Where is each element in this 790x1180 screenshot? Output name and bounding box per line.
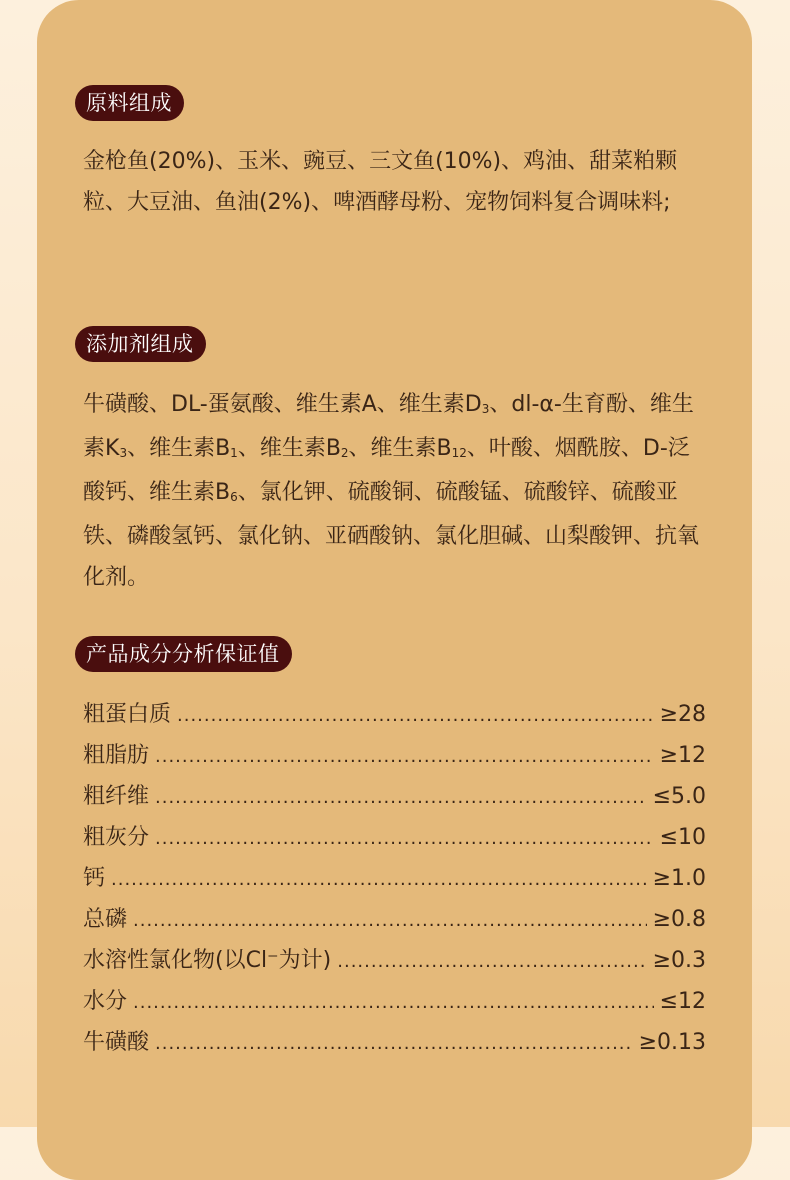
leader-dots — [155, 818, 654, 859]
analysis-row — [83, 940, 706, 981]
ingredients-title-badge: 原料组成 — [75, 85, 184, 121]
analysis-row-label: 粗脂肪 — [83, 743, 150, 768]
additives-section — [83, 326, 706, 598]
leader-dots — [133, 900, 647, 941]
subscript: 2 — [340, 446, 349, 460]
additives-text-part: 、维生素B — [237, 436, 341, 461]
analysis-row — [83, 735, 706, 776]
additives-text-part: 、氯化钾、硫酸铜、硫酸锰、硫酸锌、硫酸亚铁、磷酸氢钙、氯化钠、亚硒酸钠、氯化胆碱、山梨酸钾、抗氧化剂。 — [83, 480, 700, 590]
analysis-row-value: ≤5.0 — [652, 784, 706, 809]
analysis-row-value: ≥0.3 — [652, 948, 706, 973]
analysis-row — [83, 981, 706, 1022]
analysis-row-value: ≥0.13 — [638, 1030, 706, 1055]
leader-dots — [155, 777, 647, 818]
analysis-section — [83, 636, 706, 1063]
leader-dots — [111, 859, 647, 900]
ingredients-section — [83, 85, 706, 223]
analysis-row — [83, 899, 706, 940]
leader-dots — [155, 1023, 633, 1064]
subscript: 3 — [119, 446, 128, 460]
analysis-row — [83, 694, 706, 735]
subscript: 1 — [230, 446, 238, 460]
analysis-list — [83, 694, 706, 1063]
subscript: 3 — [481, 402, 490, 416]
subscript: 6 — [230, 490, 238, 504]
analysis-row-label: 水溶性氯化物(以Cl⁻为计) — [83, 948, 332, 973]
subscript: 12 — [451, 446, 467, 460]
analysis-row-value: ≤10 — [659, 825, 706, 850]
leader-dots — [133, 982, 654, 1023]
analysis-row-value: ≤12 — [659, 989, 706, 1014]
analysis-row-value: ≥0.8 — [652, 907, 706, 932]
analysis-row-value: ≥12 — [659, 743, 706, 768]
analysis-row-value: ≥28 — [659, 702, 706, 727]
leader-dots — [177, 695, 654, 736]
additives-text-part: 、dl-α-生育酚、维生素K — [83, 392, 694, 461]
additives-text-part: 、叶酸、烟酰胺、D-泛酸钙、维生素B — [83, 436, 690, 505]
analysis-row-label: 牛磺酸 — [83, 1030, 150, 1055]
ingredients-text: 金枪鱼(20%)、玉米、豌豆、三文鱼(10%)、鸡油、甜菜粕颗粒、大豆油、鱼油(2%)、啤酒酵母粉、宠物饲料复合调味料; — [83, 149, 678, 215]
analysis-row-label: 粗纤维 — [83, 784, 150, 809]
analysis-row-label: 粗蛋白质 — [83, 702, 172, 727]
analysis-row-label: 水分 — [83, 989, 128, 1014]
analysis-row — [83, 858, 706, 899]
analysis-row-label: 粗灰分 — [83, 825, 150, 850]
additives-text-part: 、维生素B — [348, 436, 452, 461]
additives-text — [83, 384, 706, 598]
additives-title-badge: 添加剂组成 — [75, 326, 206, 362]
analysis-title-badge: 产品成分分析保证值 — [75, 636, 292, 672]
additives-text-part: 、维生素B — [127, 436, 231, 461]
analysis-row — [83, 776, 706, 817]
leader-dots — [337, 941, 646, 982]
analysis-row — [83, 1022, 706, 1063]
analysis-row-label: 钙 — [83, 866, 106, 891]
analysis-row-value: ≥1.0 — [652, 866, 706, 891]
analysis-row-label: 总磷 — [83, 907, 128, 932]
analysis-row — [83, 817, 706, 858]
leader-dots — [155, 736, 654, 777]
additives-text-part: 牛磺酸、DL-蛋氨酸、维生素A、维生素D — [83, 392, 482, 417]
